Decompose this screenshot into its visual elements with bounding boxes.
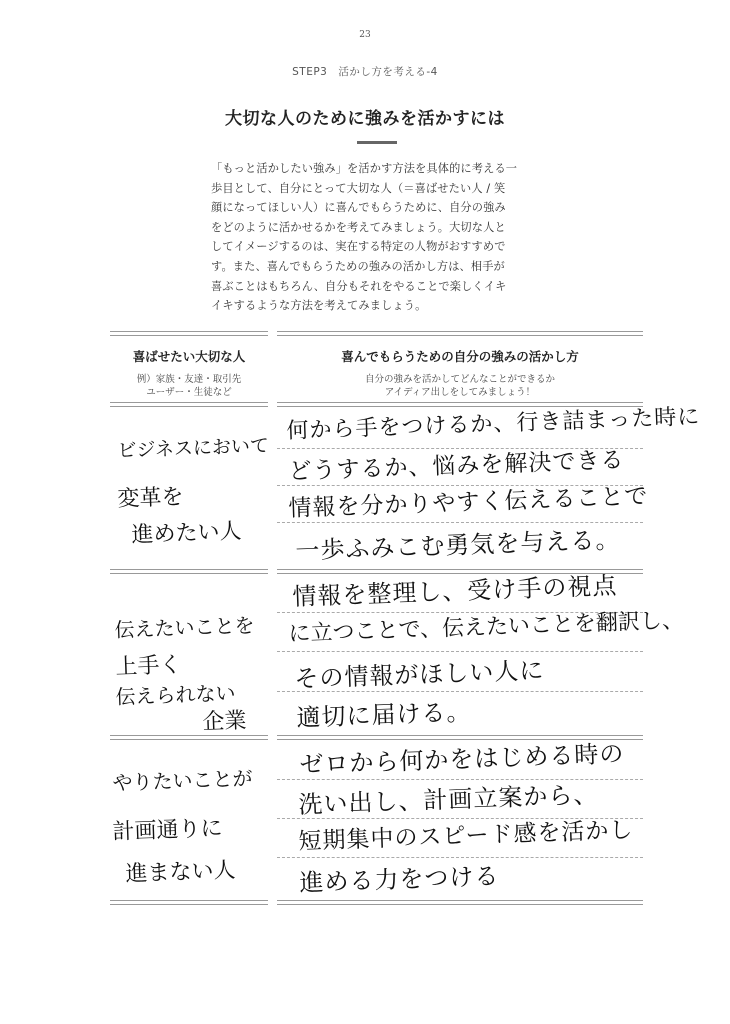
table-bottom-rule-left — [110, 900, 268, 905]
intro-line: す。また、喜んでもらうための強みの活かし方は、相手が — [211, 259, 505, 273]
handwritten-idea: 進める力をつける — [298, 862, 500, 898]
handwritten-person: 進めたい人 — [131, 519, 242, 549]
step-label: STEP3 活かし方を考える-4 — [292, 66, 438, 78]
handwritten-idea: ゼロから何かをはじめる時の — [298, 739, 625, 780]
intro-line: 顔になってほしい人）に喜んでもらうために、自分の強み — [211, 201, 506, 215]
handwritten-person: 伝えたいことを — [114, 613, 255, 643]
handwritten-idea: 短期集中のスピード感を活かし — [298, 817, 634, 856]
table-top-rule-left — [110, 331, 268, 336]
table-bottom-rule-right — [277, 900, 643, 905]
handwritten-idea: 何から手をつけるか、行き詰まった時に — [286, 404, 701, 445]
left-column-header — [110, 347, 268, 399]
handwritten-person: ビジネスにおいて — [117, 434, 270, 463]
handwritten-person: やりたいことが — [112, 766, 253, 796]
header-rule-left — [110, 402, 268, 407]
handwritten-idea: 情報を分かりやすく伝えることで — [288, 483, 649, 523]
page-title: 大切な人のために強みを活かすには — [225, 109, 505, 129]
left-header-sub2: ユーザー・生徒など — [146, 387, 232, 398]
right-header-sub2: アイディア出しをしてみましょう！ — [384, 387, 536, 398]
intro-line: イキするような方法を考えてみましょう。 — [211, 299, 427, 313]
handwritten-idea: 一歩ふみこむ勇気を与える。 — [294, 525, 621, 566]
handwritten-person: 変革を — [117, 484, 184, 513]
handwritten-idea: その情報がほしい人に — [293, 656, 545, 694]
left-header-sub1: 例）家族・友達・取引先 — [136, 374, 242, 385]
handwritten-idea: 情報を整理し、受け手の視点 — [291, 571, 618, 612]
row-2-dash — [277, 651, 643, 652]
intro-line: 「もっと活かしたい強み」を活かす方法を具体的に考える一 — [211, 162, 518, 175]
right-column-header — [277, 347, 643, 399]
handwritten-idea: に立つことで、伝えたいことを翻訳し、 — [288, 608, 685, 648]
right-header-title: 喜んでもらうための自分の強みの活かし方 — [341, 349, 579, 364]
intro-line: をどのように活かせるかを考えてみましょう。大切な人と — [211, 220, 506, 234]
intro-line: 喜ぶことはもちろん、自分もそれをやることで楽しくイキ — [211, 279, 507, 293]
row-divider-2-left — [110, 735, 268, 740]
row-divider-1-left — [110, 569, 268, 574]
handwritten-person: 計画通りに — [112, 816, 223, 846]
handwritten-idea: 洗い出し、計画立案から、 — [297, 780, 599, 820]
right-header-sub1: 自分の強みを活かしてどんなことができるか — [364, 374, 555, 385]
left-header-title: 喜ばせたい大切な人 — [132, 349, 246, 364]
handwritten-idea: どうするか、悩みを解決できる — [288, 447, 625, 486]
intro-line: してイメージするのは、実在する特定の人物がおすすめで — [211, 240, 506, 254]
handwritten-person: 上手く — [115, 652, 182, 681]
handwritten-person: 伝えられない — [115, 680, 236, 710]
handwritten-idea: 適切に届ける。 — [295, 697, 472, 733]
intro-line: 歩目として、自分にとって大切な人（＝喜ばせたい人 / 笑 — [211, 181, 506, 195]
handwritten-person: 企業 — [202, 708, 247, 736]
handwritten-person: 進まない人 — [125, 858, 236, 888]
table-top-rule-right — [277, 331, 643, 336]
page-number: 23 — [359, 30, 371, 40]
